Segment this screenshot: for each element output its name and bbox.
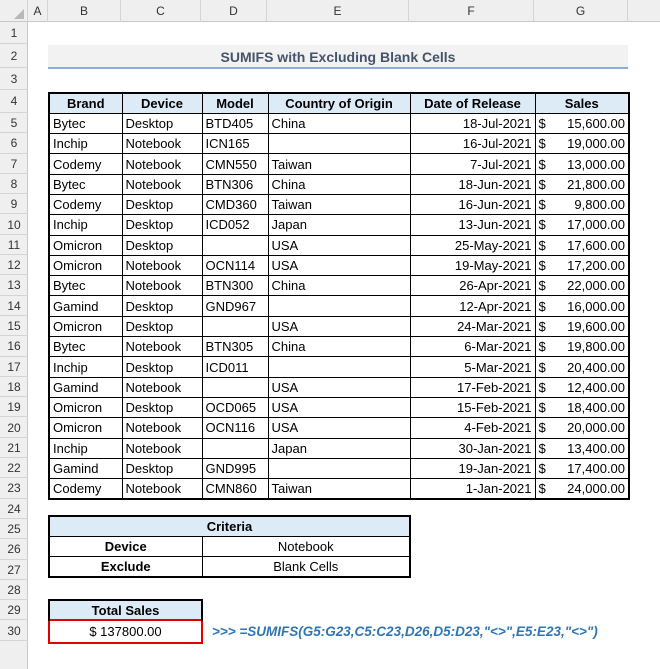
currency-symbol: $ <box>538 359 546 375</box>
column-header-e[interactable]: E <box>267 0 409 22</box>
row-header-14[interactable]: 14 <box>0 296 28 316</box>
cell-device[interactable]: Notebook <box>122 276 202 296</box>
table-header-row <box>49 93 629 113</box>
cell-country[interactable]: China <box>268 174 410 194</box>
table-row <box>49 174 629 194</box>
total-sales-header[interactable]: Total Sales <box>49 600 202 620</box>
table-row <box>49 377 629 397</box>
cell-device[interactable]: Desktop <box>122 397 202 417</box>
row-header-5[interactable]: 5 <box>0 113 28 133</box>
currency-symbol: $ <box>538 258 546 274</box>
row-header-26[interactable]: 26 <box>0 539 28 559</box>
table-row <box>49 418 629 438</box>
cell-country[interactable]: USA <box>268 418 410 438</box>
row-header-13[interactable]: 13 <box>0 275 28 295</box>
cell-device[interactable]: Notebook <box>122 134 202 154</box>
column-header-a[interactable]: A <box>28 0 48 22</box>
row-header-15[interactable]: 15 <box>0 316 28 336</box>
cell-sales[interactable] <box>535 235 629 255</box>
cell-country[interactable]: Taiwan <box>268 479 410 499</box>
sales-amount: 17,400.00 <box>567 460 625 476</box>
criteria-exclude-label[interactable]: Exclude <box>49 557 202 577</box>
cell-date[interactable]: 18-Jun-2021 <box>410 174 535 194</box>
cell-sales[interactable] <box>535 255 629 275</box>
cell-model[interactable] <box>202 235 268 255</box>
cell-brand[interactable]: Omicron <box>49 316 122 336</box>
cell-model[interactable] <box>202 438 268 458</box>
header-sales[interactable]: Sales <box>535 93 629 113</box>
cell-model[interactable]: ICD011 <box>202 357 268 377</box>
currency-symbol: $ <box>538 115 546 131</box>
criteria-device-label[interactable]: Device <box>49 536 202 556</box>
cell-brand[interactable]: Bytec <box>49 337 122 357</box>
select-all-button[interactable] <box>0 0 28 22</box>
table-row <box>49 397 629 417</box>
row-header-6[interactable]: 6 <box>0 133 28 153</box>
sales-amount: 16,000.00 <box>567 298 625 314</box>
sales-amount: 21,800.00 <box>567 176 625 192</box>
cell-brand[interactable]: Gamind <box>49 377 122 397</box>
cell-date[interactable]: 26-Apr-2021 <box>410 276 535 296</box>
row-header-2[interactable]: 2 <box>0 44 28 68</box>
total-sales-value[interactable]: $ 137800.00 <box>49 620 202 643</box>
sales-amount: 17,200.00 <box>567 258 625 274</box>
criteria-header[interactable]: Criteria <box>49 516 410 536</box>
cell-date[interactable]: 19-May-2021 <box>410 255 535 275</box>
cell-sales[interactable] <box>535 438 629 458</box>
sales-amount: 19,800.00 <box>567 339 625 355</box>
currency-symbol: $ <box>538 237 546 253</box>
table-row <box>49 276 629 296</box>
criteria-exclude-value[interactable]: Blank Cells <box>202 557 410 577</box>
currency-symbol: $ <box>538 481 546 497</box>
sales-amount: 20,000.00 <box>567 420 625 436</box>
table-row <box>49 438 629 458</box>
cell-country[interactable]: Japan <box>268 215 410 235</box>
cell-date[interactable]: 19-Jan-2021 <box>410 458 535 478</box>
cell-date[interactable]: 18-Jul-2021 <box>410 113 535 133</box>
column-header-b[interactable]: B <box>48 0 121 22</box>
table-row <box>49 255 629 275</box>
cell-country[interactable]: Taiwan <box>268 154 410 174</box>
cell-date[interactable]: 7-Jul-2021 <box>410 154 535 174</box>
cell-brand[interactable]: Omicron <box>49 235 122 255</box>
sales-amount: 13,000.00 <box>567 156 625 172</box>
row-header-27[interactable]: 27 <box>0 560 28 580</box>
cell-device[interactable]: Notebook <box>122 438 202 458</box>
cell-device[interactable]: Desktop <box>122 316 202 336</box>
cell-device[interactable]: Desktop <box>122 458 202 478</box>
sales-amount: 19,600.00 <box>567 318 625 334</box>
currency-symbol: $ <box>538 278 546 294</box>
cell-model[interactable]: ICD052 <box>202 215 268 235</box>
currency-symbol: $ <box>538 460 546 476</box>
sales-amount: 17,600.00 <box>567 237 625 253</box>
cell-model[interactable] <box>202 316 268 336</box>
column-header-f[interactable]: F <box>409 0 534 22</box>
sales-amount: 22,000.00 <box>567 278 625 294</box>
cell-brand[interactable]: Codemy <box>49 479 122 499</box>
cell-brand[interactable]: Bytec <box>49 174 122 194</box>
cell-country[interactable] <box>268 296 410 316</box>
table-row <box>49 316 629 336</box>
cell-model[interactable]: BTN306 <box>202 174 268 194</box>
cell-device[interactable]: Desktop <box>122 357 202 377</box>
row-headers <box>0 22 28 669</box>
cell-sales[interactable] <box>535 337 629 357</box>
cell-brand[interactable]: Gamind <box>49 458 122 478</box>
header-brand[interactable]: Brand <box>49 93 122 113</box>
cell-model[interactable]: GND995 <box>202 458 268 478</box>
cell-sales[interactable] <box>535 134 629 154</box>
cell-device[interactable]: Desktop <box>122 215 202 235</box>
cell-device[interactable]: Notebook <box>122 174 202 194</box>
cell-date[interactable]: 4-Feb-2021 <box>410 418 535 438</box>
cell-device[interactable]: Notebook <box>122 418 202 438</box>
cell-sales[interactable] <box>535 174 629 194</box>
row-header-1[interactable]: 1 <box>0 22 28 44</box>
cell-country[interactable]: USA <box>268 235 410 255</box>
cell-sales[interactable] <box>535 397 629 417</box>
row-header-8[interactable]: 8 <box>0 174 28 194</box>
sales-amount: 17,000.00 <box>567 217 625 233</box>
cell-country[interactable]: China <box>268 337 410 357</box>
cell-date[interactable]: 30-Jan-2021 <box>410 438 535 458</box>
cell-brand[interactable]: Omicron <box>49 255 122 275</box>
currency-symbol: $ <box>538 339 546 355</box>
total-sales-table <box>48 599 203 644</box>
sales-amount: 15,600.00 <box>567 115 625 131</box>
cell-brand[interactable]: Inchip <box>49 357 122 377</box>
currency-symbol: $ <box>538 440 546 456</box>
cell-brand[interactable]: Codemy <box>49 194 122 214</box>
cell-model[interactable]: BTN300 <box>202 276 268 296</box>
cell-sales[interactable] <box>535 479 629 499</box>
header-country[interactable]: Country of Origin <box>268 93 410 113</box>
sales-amount: 18,400.00 <box>567 400 625 416</box>
cell-country[interactable]: USA <box>268 397 410 417</box>
cell-brand[interactable]: Inchip <box>49 215 122 235</box>
cell-country[interactable]: Taiwan <box>268 194 410 214</box>
cell-model[interactable]: OCN116 <box>202 418 268 438</box>
currency-symbol: $ <box>538 217 546 233</box>
cell-device[interactable]: Desktop <box>122 113 202 133</box>
cell-brand[interactable]: Inchip <box>49 134 122 154</box>
row-header-17[interactable]: 17 <box>0 357 28 377</box>
currency-symbol: $ <box>538 136 546 152</box>
cell-model[interactable]: ICN165 <box>202 134 268 154</box>
cell-model[interactable]: BTD405 <box>202 113 268 133</box>
cell-sales[interactable] <box>535 154 629 174</box>
criteria-device-value[interactable]: Notebook <box>202 536 410 556</box>
currency-symbol: $ <box>538 298 546 314</box>
cell-brand[interactable]: Gamind <box>49 296 122 316</box>
cell-brand[interactable]: Codemy <box>49 154 122 174</box>
cell-model[interactable]: OCN114 <box>202 255 268 275</box>
row-header-9[interactable]: 9 <box>0 194 28 214</box>
table-row <box>49 134 629 154</box>
column-header-c[interactable]: C <box>121 0 201 22</box>
row-header-23[interactable]: 23 <box>0 478 28 498</box>
cell-date[interactable]: 17-Feb-2021 <box>410 377 535 397</box>
table-row <box>49 235 629 255</box>
cell-device[interactable]: Notebook <box>122 337 202 357</box>
cell-country[interactable] <box>268 134 410 154</box>
cell-sales[interactable] <box>535 458 629 478</box>
cell-date[interactable]: 1-Jan-2021 <box>410 479 535 499</box>
cell-date[interactable]: 13-Jun-2021 <box>410 215 535 235</box>
sheet-title: SUMIFS with Excluding Blank Cells <box>48 45 628 69</box>
sales-amount: 19,000.00 <box>567 136 625 152</box>
cell-device[interactable]: Desktop <box>122 296 202 316</box>
cell-model[interactable]: OCD065 <box>202 397 268 417</box>
cell-sales[interactable] <box>535 276 629 296</box>
row-header-11[interactable]: 11 <box>0 235 28 255</box>
row-header-7[interactable]: 7 <box>0 154 28 174</box>
table-row <box>49 194 629 214</box>
currency-symbol: $ <box>538 197 546 213</box>
currency-symbol: $ <box>538 400 546 416</box>
cell-sales[interactable] <box>535 418 629 438</box>
column-headers <box>0 0 660 22</box>
formula-annotation: >>> =SUMIFS(G5:G23,C5:C23,D26,D5:D23,"<>",E5:E23,"<>") <box>212 624 598 639</box>
currency-symbol: $ <box>538 379 546 395</box>
cell-date[interactable]: 15-Feb-2021 <box>410 397 535 417</box>
row-header-24[interactable]: 24 <box>0 499 28 519</box>
row-header-4[interactable]: 4 <box>0 90 28 113</box>
cell-brand[interactable]: Bytec <box>49 276 122 296</box>
row-header-21[interactable]: 21 <box>0 438 28 458</box>
row-header-16[interactable]: 16 <box>0 336 28 356</box>
sales-amount: 12,400.00 <box>567 379 625 395</box>
header-model[interactable]: Model <box>202 93 268 113</box>
column-header-g[interactable]: G <box>534 0 628 22</box>
currency-symbol: $ <box>538 318 546 334</box>
row-header-10[interactable]: 10 <box>0 215 28 235</box>
row-header-20[interactable]: 20 <box>0 418 28 438</box>
cell-date[interactable]: 5-Mar-2021 <box>410 357 535 377</box>
cell-sales[interactable] <box>535 215 629 235</box>
cell-model[interactable] <box>202 377 268 397</box>
table-row <box>49 337 629 357</box>
cell-brand[interactable]: Bytec <box>49 113 122 133</box>
cell-sales[interactable] <box>535 194 629 214</box>
cell-country[interactable]: USA <box>268 316 410 336</box>
cell-device[interactable]: Notebook <box>122 255 202 275</box>
cell-country[interactable]: Japan <box>268 438 410 458</box>
cell-device[interactable]: Notebook <box>122 479 202 499</box>
cell-country[interactable]: China <box>268 113 410 133</box>
cell-date[interactable]: 16-Jul-2021 <box>410 134 535 154</box>
currency-symbol: $ <box>538 176 546 192</box>
row-header-18[interactable]: 18 <box>0 377 28 397</box>
table-row <box>49 154 629 174</box>
table-row <box>49 479 629 499</box>
cell-date[interactable]: 6-Mar-2021 <box>410 337 535 357</box>
cell-model[interactable]: CMN550 <box>202 154 268 174</box>
currency-symbol: $ <box>538 420 546 436</box>
table-row <box>49 296 629 316</box>
cell-country[interactable] <box>268 357 410 377</box>
row-header-25[interactable]: 25 <box>0 519 28 539</box>
cell-date[interactable]: 24-Mar-2021 <box>410 316 535 336</box>
table-row <box>49 215 629 235</box>
cell-model[interactable]: CMD360 <box>202 194 268 214</box>
cell-date[interactable]: 12-Apr-2021 <box>410 296 535 316</box>
row-header-30[interactable]: 30 <box>0 621 28 641</box>
cell-device[interactable]: Desktop <box>122 235 202 255</box>
sales-amount: 24,000.00 <box>567 481 625 497</box>
currency-symbol: $ <box>538 156 546 172</box>
header-date[interactable]: Date of Release <box>410 93 535 113</box>
cell-device[interactable]: Notebook <box>122 154 202 174</box>
row-header-19[interactable]: 19 <box>0 397 28 417</box>
cell-model[interactable]: CMN860 <box>202 479 268 499</box>
row-header-29[interactable]: 29 <box>0 600 28 620</box>
row-header-22[interactable]: 22 <box>0 458 28 478</box>
cell-country[interactable] <box>268 458 410 478</box>
column-header-d[interactable]: D <box>201 0 267 22</box>
cell-date[interactable]: 16-Jun-2021 <box>410 194 535 214</box>
criteria-table <box>48 515 411 578</box>
row-header-28[interactable]: 28 <box>0 580 28 600</box>
cell-sales[interactable] <box>535 377 629 397</box>
cell-brand[interactable]: Omicron <box>49 397 122 417</box>
row-header-3[interactable]: 3 <box>0 68 28 90</box>
cell-model[interactable]: GND967 <box>202 296 268 316</box>
cell-sales[interactable] <box>535 113 629 133</box>
cell-device[interactable]: Desktop <box>122 194 202 214</box>
cell-date[interactable]: 25-May-2021 <box>410 235 535 255</box>
cell-brand[interactable]: Omicron <box>49 418 122 438</box>
cell-brand[interactable]: Inchip <box>49 438 122 458</box>
cell-country[interactable]: USA <box>268 377 410 397</box>
cell-country[interactable]: China <box>268 276 410 296</box>
sales-amount: 9,800.00 <box>574 197 625 213</box>
cell-country[interactable]: USA <box>268 255 410 275</box>
cell-model[interactable]: BTN305 <box>202 337 268 357</box>
table-row <box>49 113 629 133</box>
sales-table <box>48 92 630 500</box>
cell-sales[interactable] <box>535 296 629 316</box>
sales-amount: 13,400.00 <box>567 440 625 456</box>
row-header-12[interactable]: 12 <box>0 255 28 275</box>
table-row <box>49 357 629 377</box>
cell-device[interactable]: Notebook <box>122 377 202 397</box>
table-row <box>49 458 629 478</box>
sales-amount: 20,400.00 <box>567 359 625 375</box>
cell-sales[interactable] <box>535 316 629 336</box>
cell-sales[interactable] <box>535 357 629 377</box>
header-device[interactable]: Device <box>122 93 202 113</box>
